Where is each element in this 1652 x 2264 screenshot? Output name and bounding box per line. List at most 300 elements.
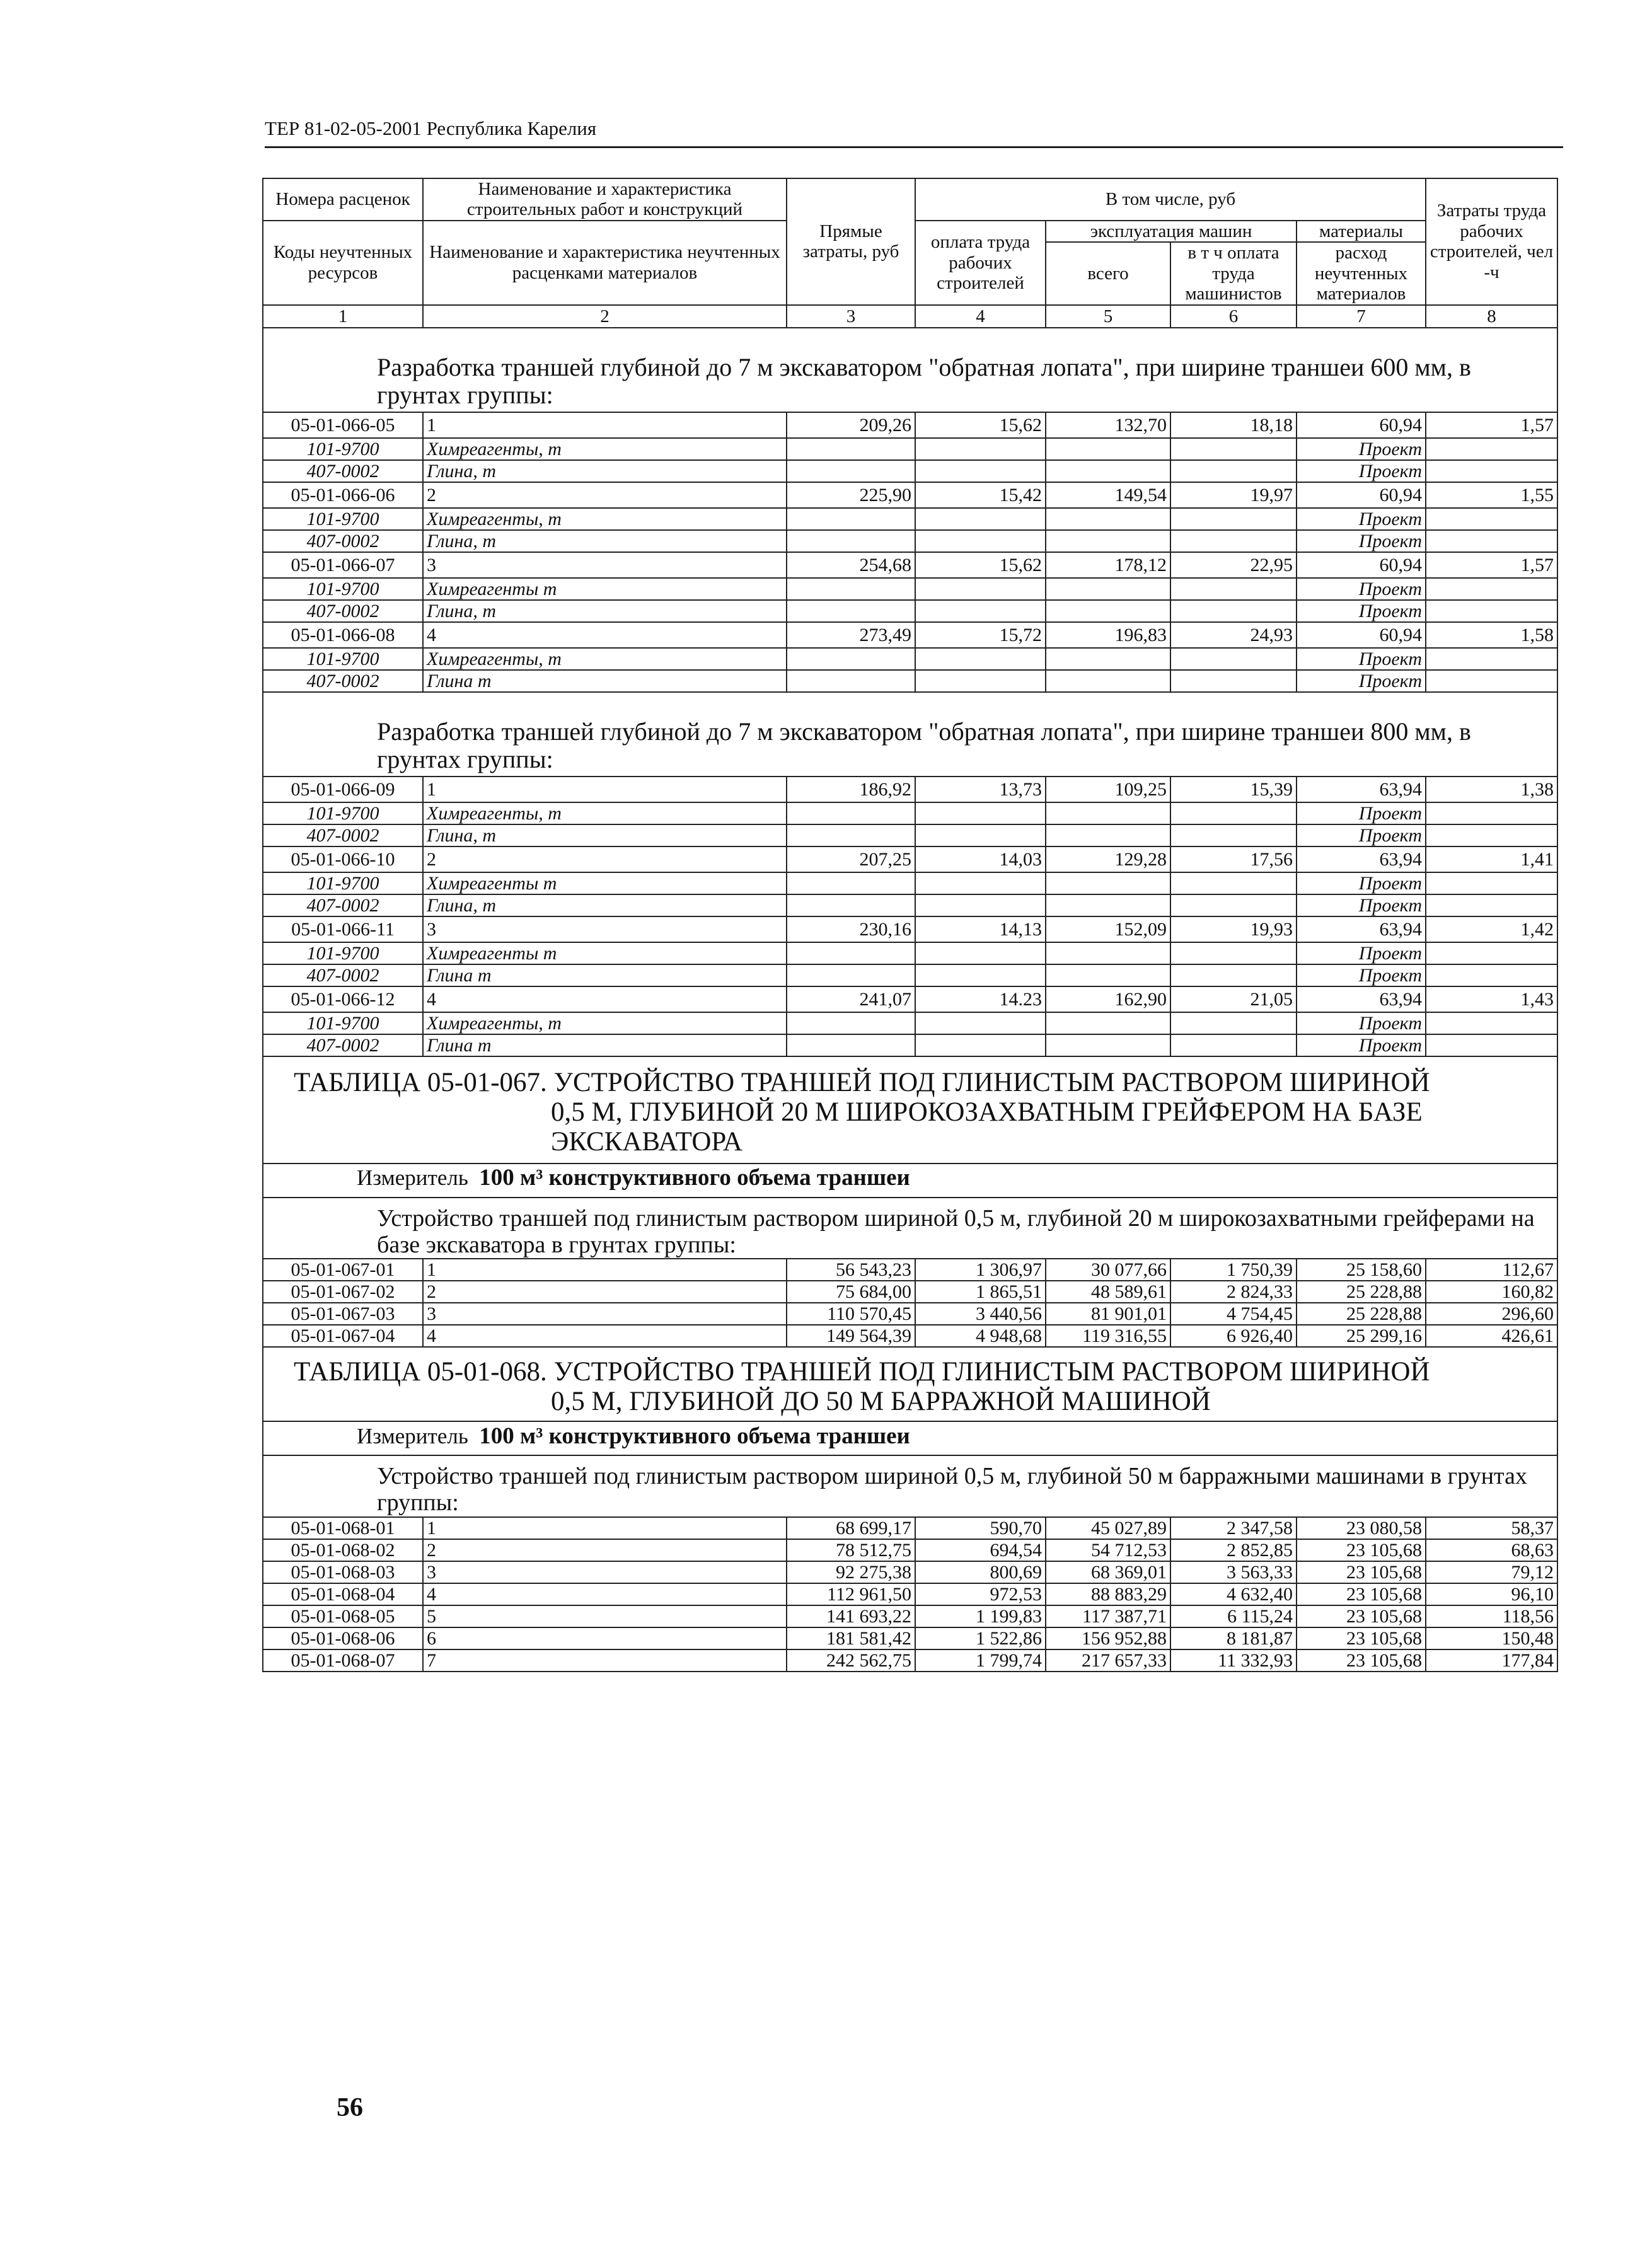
machine-labor-cost: 18,18 (1170, 412, 1297, 438)
section-title: Разработка траншей глубиной до 7 м экскаватором "обратная лопата", при ширине траншеи 800 мм, в грунтах группы: (263, 692, 1557, 777)
price-code: 05-01-067-01 (263, 1259, 423, 1281)
header-col1-bottom: Коды неучтенных ресурсов (263, 221, 423, 305)
machine-cost: 129,28 (1046, 846, 1170, 872)
material-cost: 60,94 (1297, 622, 1426, 648)
labor-cost: 590,70 (915, 1517, 1046, 1539)
price-code: 05-01-068-04 (263, 1583, 423, 1605)
empty-cell (915, 872, 1046, 894)
empty-cell (1170, 1012, 1297, 1034)
machine-labor-cost: 2 852,85 (1170, 1539, 1297, 1561)
labor-hours: 1,38 (1426, 777, 1557, 802)
material-cost: 23 105,68 (1297, 1583, 1426, 1605)
table-row (263, 1627, 1557, 1649)
labor-cost: 4 948,68 (915, 1325, 1046, 1347)
labor-hours: 150,48 (1426, 1627, 1557, 1649)
table-title (263, 1347, 1557, 1421)
header-group-materials: материалы (1297, 221, 1426, 242)
empty-cell (1426, 872, 1557, 894)
resource-row (263, 438, 1557, 460)
labor-hours: 1,58 (1426, 622, 1557, 648)
empty-cell (915, 600, 1046, 622)
machine-cost: 162,90 (1046, 986, 1170, 1012)
machine-cost: 54 712,53 (1046, 1539, 1170, 1561)
empty-cell (1426, 508, 1557, 530)
material-cost: 23 105,68 (1297, 1561, 1426, 1583)
direct-cost: 149 564,39 (787, 1325, 915, 1347)
empty-cell (915, 1034, 1046, 1056)
work-name: 7 (423, 1649, 787, 1672)
empty-cell (1170, 648, 1297, 670)
empty-cell (787, 1012, 915, 1034)
machine-labor-cost: 2 824,33 (1170, 1281, 1297, 1303)
unit-row (263, 1164, 1557, 1198)
section-title-row (263, 328, 1557, 412)
machine-cost: 81 901,01 (1046, 1303, 1170, 1325)
table-title-line: 0,5 М, ГЛУБИНОЙ 20 М ШИРОКОЗАХВАТНЫМ ГРЕЙФЕРОМ НА БАЗЕ ЭКСКАВАТОРА (551, 1097, 1423, 1157)
resource-row (263, 670, 1557, 692)
resource-amount: Проект (1297, 460, 1426, 482)
empty-cell (1046, 942, 1170, 964)
unit-prefix: Измеритель (357, 1424, 468, 1449)
resource-name: Глина, т (423, 460, 787, 482)
empty-cell (1046, 648, 1170, 670)
direct-cost: 68 699,17 (787, 1517, 915, 1539)
empty-cell (915, 460, 1046, 482)
header-group-incl: В том числе, руб (915, 178, 1426, 221)
machine-labor-cost: 19,93 (1170, 916, 1297, 942)
machine-labor-cost: 22,95 (1170, 552, 1297, 578)
empty-cell (915, 438, 1046, 460)
resource-row (263, 824, 1557, 846)
table-row (263, 1605, 1557, 1627)
material-cost: 63,94 (1297, 777, 1426, 802)
price-code: 05-01-068-05 (263, 1605, 423, 1627)
unit-value: 100 м³ конструктивного объема траншеи (479, 1423, 910, 1450)
machine-labor-cost: 3 563,33 (1170, 1561, 1297, 1583)
labor-hours: 1,41 (1426, 846, 1557, 872)
resource-code: 101-9700 (263, 508, 423, 530)
work-name: 3 (423, 1561, 787, 1583)
work-name: 4 (423, 1325, 787, 1347)
price-code: 05-01-066-09 (263, 777, 423, 802)
machine-labor-cost: 4 754,45 (1170, 1303, 1297, 1325)
resource-amount: Проект (1297, 824, 1426, 846)
work-name: 2 (423, 482, 787, 508)
material-cost: 60,94 (1297, 482, 1426, 508)
empty-cell (915, 508, 1046, 530)
resource-row (263, 894, 1557, 916)
header-col6: в т ч оплата труда машинистов (1170, 242, 1297, 304)
resource-name: Химреагенты т (423, 942, 787, 964)
labor-cost: 15,72 (915, 622, 1046, 648)
labor-hours: 1,42 (1426, 916, 1557, 942)
labor-hours: 296,60 (1426, 1303, 1557, 1325)
resource-code: 101-9700 (263, 438, 423, 460)
empty-cell (1170, 872, 1297, 894)
labor-hours: 177,84 (1426, 1649, 1557, 1672)
labor-cost: 1 199,83 (915, 1605, 1046, 1627)
empty-cell (787, 438, 915, 460)
machine-labor-cost: 17,56 (1170, 846, 1297, 872)
labor-hours: 1,57 (1426, 552, 1557, 578)
header-number: 6 (1170, 305, 1297, 328)
resource-amount: Проект (1297, 578, 1426, 600)
work-name: 1 (423, 1259, 787, 1281)
table-row (263, 552, 1557, 578)
direct-cost: 225,90 (787, 482, 915, 508)
empty-cell (787, 802, 915, 824)
direct-cost: 56 543,23 (787, 1259, 915, 1281)
resource-code: 101-9700 (263, 872, 423, 894)
table-row (263, 1561, 1557, 1583)
empty-cell (787, 894, 915, 916)
labor-hours: 68,63 (1426, 1539, 1557, 1561)
direct-cost: 209,26 (787, 412, 915, 438)
resource-row (263, 802, 1557, 824)
header-number: 5 (1046, 305, 1170, 328)
price-code: 05-01-068-01 (263, 1517, 423, 1539)
empty-cell (787, 872, 915, 894)
empty-cell (915, 648, 1046, 670)
empty-cell (787, 670, 915, 692)
empty-cell (1046, 600, 1170, 622)
resource-row (263, 964, 1557, 986)
work-name: 4 (423, 1583, 787, 1605)
resource-name: Глина, т (423, 600, 787, 622)
resource-row (263, 872, 1557, 894)
header-number: 4 (915, 305, 1046, 328)
resource-row (263, 578, 1557, 600)
work-name: 4 (423, 986, 787, 1012)
empty-cell (787, 460, 915, 482)
direct-cost: 186,92 (787, 777, 915, 802)
machine-cost: 178,12 (1046, 552, 1170, 578)
material-cost: 23 105,68 (1297, 1649, 1426, 1672)
table-row (263, 1281, 1557, 1303)
resource-amount: Проект (1297, 600, 1426, 622)
resource-code: 407-0002 (263, 964, 423, 986)
direct-cost: 242 562,75 (787, 1649, 915, 1672)
machine-cost: 48 589,61 (1046, 1281, 1170, 1303)
empty-cell (915, 942, 1046, 964)
table-head (263, 178, 1557, 328)
machine-cost: 109,25 (1046, 777, 1170, 802)
direct-cost: 141 693,22 (787, 1605, 915, 1627)
table-title-row (263, 1347, 1557, 1421)
machine-labor-cost: 6 926,40 (1170, 1325, 1297, 1347)
price-code: 05-01-067-04 (263, 1325, 423, 1347)
table-row (263, 916, 1557, 942)
table-row (263, 1583, 1557, 1605)
table-row (263, 482, 1557, 508)
header-col5: всего (1046, 242, 1170, 304)
direct-cost: 207,25 (787, 846, 915, 872)
price-code: 05-01-067-02 (263, 1281, 423, 1303)
empty-cell (787, 942, 915, 964)
machine-labor-cost: 1 750,39 (1170, 1259, 1297, 1281)
resource-amount: Проект (1297, 670, 1426, 692)
empty-cell (1046, 824, 1170, 846)
empty-cell (1046, 1034, 1170, 1056)
resource-code: 407-0002 (263, 460, 423, 482)
resource-code: 101-9700 (263, 802, 423, 824)
machine-labor-cost: 24,93 (1170, 622, 1297, 648)
machine-cost: 68 369,01 (1046, 1561, 1170, 1583)
material-cost: 60,94 (1297, 412, 1426, 438)
resource-amount: Проект (1297, 872, 1426, 894)
labor-cost: 1 522,86 (915, 1627, 1046, 1649)
resource-code: 407-0002 (263, 1034, 423, 1056)
labor-cost: 15,62 (915, 552, 1046, 578)
header-rule (265, 146, 1563, 148)
table-row (263, 1539, 1557, 1561)
empty-cell (1426, 460, 1557, 482)
page-header: ТЕР 81-02-05-2001 Республика Карелия (265, 117, 597, 139)
table-row (263, 1303, 1557, 1325)
resource-code: 407-0002 (263, 824, 423, 846)
group-title-row (263, 1455, 1557, 1517)
machine-labor-cost: 4 632,40 (1170, 1583, 1297, 1605)
page-number: 56 (337, 2093, 363, 2122)
empty-cell (1046, 894, 1170, 916)
resource-name: Химреагенты т (423, 578, 787, 600)
table-body (263, 328, 1557, 1672)
labor-hours: 1,43 (1426, 986, 1557, 1012)
table-title-line: 0,5 М, ГЛУБИНОЙ ДО 50 М БАРРАЖНОЙ МАШИНОЙ (551, 1387, 1211, 1417)
machine-labor-cost: 11 332,93 (1170, 1649, 1297, 1672)
empty-cell (915, 530, 1046, 552)
resource-code: 407-0002 (263, 600, 423, 622)
price-code: 05-01-066-05 (263, 412, 423, 438)
price-code: 05-01-068-07 (263, 1649, 423, 1672)
header-col1-top: Номера расценок (263, 178, 423, 221)
empty-cell (1170, 964, 1297, 986)
labor-cost: 14,03 (915, 846, 1046, 872)
header-number-row (263, 305, 1557, 328)
labor-hours: 160,82 (1426, 1281, 1557, 1303)
direct-cost: 110 570,45 (787, 1303, 915, 1325)
empty-cell (1046, 670, 1170, 692)
work-name: 4 (423, 622, 787, 648)
resource-name: Глина, т (423, 530, 787, 552)
material-cost: 60,94 (1297, 552, 1426, 578)
resource-row (263, 508, 1557, 530)
labor-hours: 96,10 (1426, 1583, 1557, 1605)
work-name: 3 (423, 1303, 787, 1325)
table-title (263, 1056, 1557, 1164)
empty-cell (915, 802, 1046, 824)
work-name: 2 (423, 846, 787, 872)
material-cost: 23 080,58 (1297, 1517, 1426, 1539)
table-title-row (263, 1056, 1557, 1164)
header-col4: оплата труда рабочих строителей (915, 221, 1046, 305)
empty-cell (787, 600, 915, 622)
unit-line (263, 1164, 1557, 1198)
machine-labor-cost: 2 347,58 (1170, 1517, 1297, 1539)
empty-cell (915, 824, 1046, 846)
resource-name: Глина т (423, 964, 787, 986)
table-row (263, 777, 1557, 802)
table-row (263, 1325, 1557, 1347)
unit-value: 100 м³ конструктивного объема траншеи (479, 1165, 910, 1191)
labor-cost: 3 440,56 (915, 1303, 1046, 1325)
material-cost: 25 228,88 (1297, 1303, 1426, 1325)
resource-code: 101-9700 (263, 648, 423, 670)
machine-cost: 30 077,66 (1046, 1259, 1170, 1281)
price-code: 05-01-067-03 (263, 1303, 423, 1325)
table-row (263, 622, 1557, 648)
machine-cost: 45 027,89 (1046, 1517, 1170, 1539)
empty-cell (787, 964, 915, 986)
resource-name: Глина т (423, 1034, 787, 1056)
table-row (263, 1517, 1557, 1539)
direct-cost: 75 684,00 (787, 1281, 915, 1303)
empty-cell (1046, 964, 1170, 986)
work-name: 1 (423, 412, 787, 438)
machine-cost: 132,70 (1046, 412, 1170, 438)
labor-hours: 1,55 (1426, 482, 1557, 508)
labor-cost: 1 306,97 (915, 1259, 1046, 1281)
empty-cell (787, 1034, 915, 1056)
empty-cell (1170, 670, 1297, 692)
resource-name: Химреагенты, т (423, 648, 787, 670)
empty-cell (787, 578, 915, 600)
empty-cell (1426, 600, 1557, 622)
resource-row (263, 1012, 1557, 1034)
price-code: 05-01-066-10 (263, 846, 423, 872)
material-cost: 63,94 (1297, 916, 1426, 942)
header-number: 7 (1297, 305, 1426, 328)
header-group-machines: эксплуатация машин (1046, 221, 1297, 242)
header-number: 2 (423, 305, 787, 328)
resource-code: 407-0002 (263, 894, 423, 916)
work-name: 6 (423, 1627, 787, 1649)
work-name: 5 (423, 1605, 787, 1627)
empty-cell (1170, 578, 1297, 600)
resource-code: 407-0002 (263, 530, 423, 552)
machine-labor-cost: 15,39 (1170, 777, 1297, 802)
machine-cost: 217 657,33 (1046, 1649, 1170, 1672)
resource-row (263, 942, 1557, 964)
empty-cell (1170, 894, 1297, 916)
empty-cell (1046, 802, 1170, 824)
empty-cell (1046, 578, 1170, 600)
resource-name: Глина, т (423, 894, 787, 916)
empty-cell (1170, 600, 1297, 622)
group-title: Устройство траншей под глинистым раствором шириной 0,5 м, глубиной 50 м барражными машинами в грунтах группы: (263, 1455, 1557, 1517)
resource-amount: Проект (1297, 802, 1426, 824)
empty-cell (787, 508, 915, 530)
price-code: 05-01-066-07 (263, 552, 423, 578)
labor-hours: 118,56 (1426, 1605, 1557, 1627)
labor-cost: 15,62 (915, 412, 1046, 438)
empty-cell (1170, 802, 1297, 824)
machine-labor-cost: 21,05 (1170, 986, 1297, 1012)
material-cost: 23 105,68 (1297, 1605, 1426, 1627)
empty-cell (1426, 530, 1557, 552)
material-cost: 23 105,68 (1297, 1539, 1426, 1561)
empty-cell (1170, 942, 1297, 964)
resource-name: Химреагенты, т (423, 1012, 787, 1034)
empty-cell (1046, 438, 1170, 460)
direct-cost: 241,07 (787, 986, 915, 1012)
empty-cell (1046, 1012, 1170, 1034)
material-cost: 63,94 (1297, 986, 1426, 1012)
section-title-row (263, 692, 1557, 777)
work-name: 3 (423, 552, 787, 578)
resource-code: 407-0002 (263, 670, 423, 692)
work-name: 2 (423, 1539, 787, 1561)
machine-cost: 117 387,71 (1046, 1605, 1170, 1627)
empty-cell (1426, 1012, 1557, 1034)
material-cost: 23 105,68 (1297, 1627, 1426, 1649)
direct-cost: 230,16 (787, 916, 915, 942)
resource-amount: Проект (1297, 508, 1426, 530)
machine-cost: 119 316,55 (1046, 1325, 1170, 1347)
resource-name: Химреагенты, т (423, 802, 787, 824)
direct-cost: 254,68 (787, 552, 915, 578)
empty-cell (1426, 578, 1557, 600)
resource-amount: Проект (1297, 1012, 1426, 1034)
direct-cost: 112 961,50 (787, 1583, 915, 1605)
material-cost: 63,94 (1297, 846, 1426, 872)
work-name: 3 (423, 916, 787, 942)
resource-row (263, 530, 1557, 552)
resource-amount: Проект (1297, 648, 1426, 670)
empty-cell (1426, 1034, 1557, 1056)
labor-hours: 426,61 (1426, 1325, 1557, 1347)
price-code: 05-01-066-06 (263, 482, 423, 508)
resource-amount: Проект (1297, 964, 1426, 986)
empty-cell (1170, 508, 1297, 530)
price-code: 05-01-068-02 (263, 1539, 423, 1561)
header-number: 8 (1426, 305, 1557, 328)
machine-cost: 196,83 (1046, 622, 1170, 648)
empty-cell (1046, 530, 1170, 552)
direct-cost: 273,49 (787, 622, 915, 648)
empty-cell (915, 894, 1046, 916)
material-cost: 25 228,88 (1297, 1281, 1426, 1303)
group-title: Устройство траншей под глинистым раствором шириной 0,5 м, глубиной 20 м широкозахватными грейферами на базе экскаватора в грунтах группы: (263, 1198, 1557, 1259)
empty-cell (915, 670, 1046, 692)
labor-hours: 1,57 (1426, 412, 1557, 438)
resource-row (263, 1034, 1557, 1056)
resource-name: Глина т (423, 670, 787, 692)
resource-amount: Проект (1297, 942, 1426, 964)
labor-hours: 112,67 (1426, 1259, 1557, 1281)
price-code: 05-01-068-03 (263, 1561, 423, 1583)
empty-cell (1426, 438, 1557, 460)
labor-cost: 14.23 (915, 986, 1046, 1012)
header-number: 1 (263, 305, 423, 328)
labor-cost: 1 799,74 (915, 1649, 1046, 1672)
labor-cost: 972,53 (915, 1583, 1046, 1605)
empty-cell (1170, 1034, 1297, 1056)
resource-name: Глина, т (423, 824, 787, 846)
resource-name: Химреагенты, т (423, 508, 787, 530)
labor-cost: 15,42 (915, 482, 1046, 508)
section-title: Разработка траншей глубиной до 7 м экскаватором "обратная лопата", при ширине траншеи 600 мм, в грунтах группы: (263, 328, 1557, 412)
unit-row (263, 1421, 1557, 1455)
empty-cell (1170, 438, 1297, 460)
empty-cell (1046, 460, 1170, 482)
table-row (263, 1649, 1557, 1672)
labor-cost: 13,73 (915, 777, 1046, 802)
table-row (263, 412, 1557, 438)
table-row (263, 986, 1557, 1012)
empty-cell (787, 530, 915, 552)
header-col2-bottom: Наименование и характеристика неучтенных расценками материалов (423, 221, 787, 305)
